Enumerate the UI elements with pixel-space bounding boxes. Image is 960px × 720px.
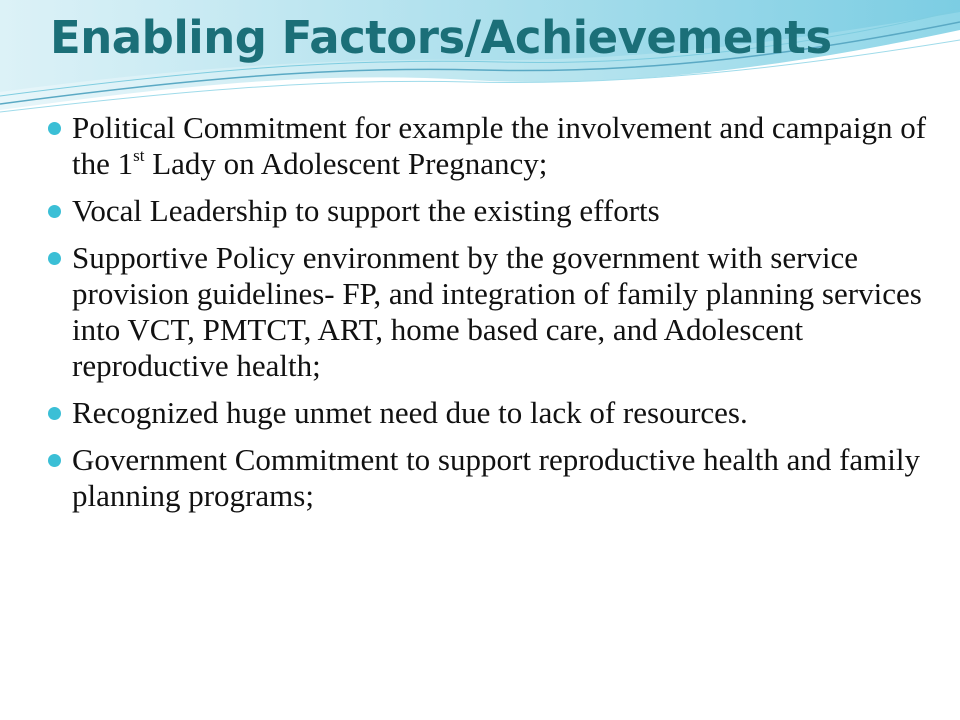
bullet-text: Government Commitment to support reproductive health and family planning programs; [72, 442, 921, 513]
slide-title: Enabling Factors/Achievements [50, 11, 832, 64]
bullet-text: Recognized huge unmet need due to lack of resources. [72, 395, 748, 430]
bullet-text: Supportive Policy environment by the government with service provision guidelines- FP, and integration of family planning services into VCT, PMTCT, ART, home based care, and Adolescent reproductive health; [72, 240, 922, 383]
bullet-icon [48, 454, 61, 467]
bullet-item [44, 442, 934, 514]
bullet-icon [48, 407, 61, 420]
bullet-item [44, 193, 934, 229]
bullet-superscript: st [133, 146, 145, 165]
bullet-text-cont: Lady on Adolescent Pregnancy; [144, 146, 548, 181]
bullet-item [44, 240, 934, 384]
bullet-item [44, 110, 934, 182]
bullet-text: Political Commitment for example the involvement and campaign of the 1 [72, 110, 927, 181]
bullet-icon [48, 205, 61, 218]
bullet-icon [48, 252, 61, 265]
bullet-icon [48, 122, 61, 135]
bullet-item [44, 395, 934, 431]
bullet-text: Vocal Leadership to support the existing efforts [72, 193, 660, 228]
bullet-list [44, 110, 934, 525]
